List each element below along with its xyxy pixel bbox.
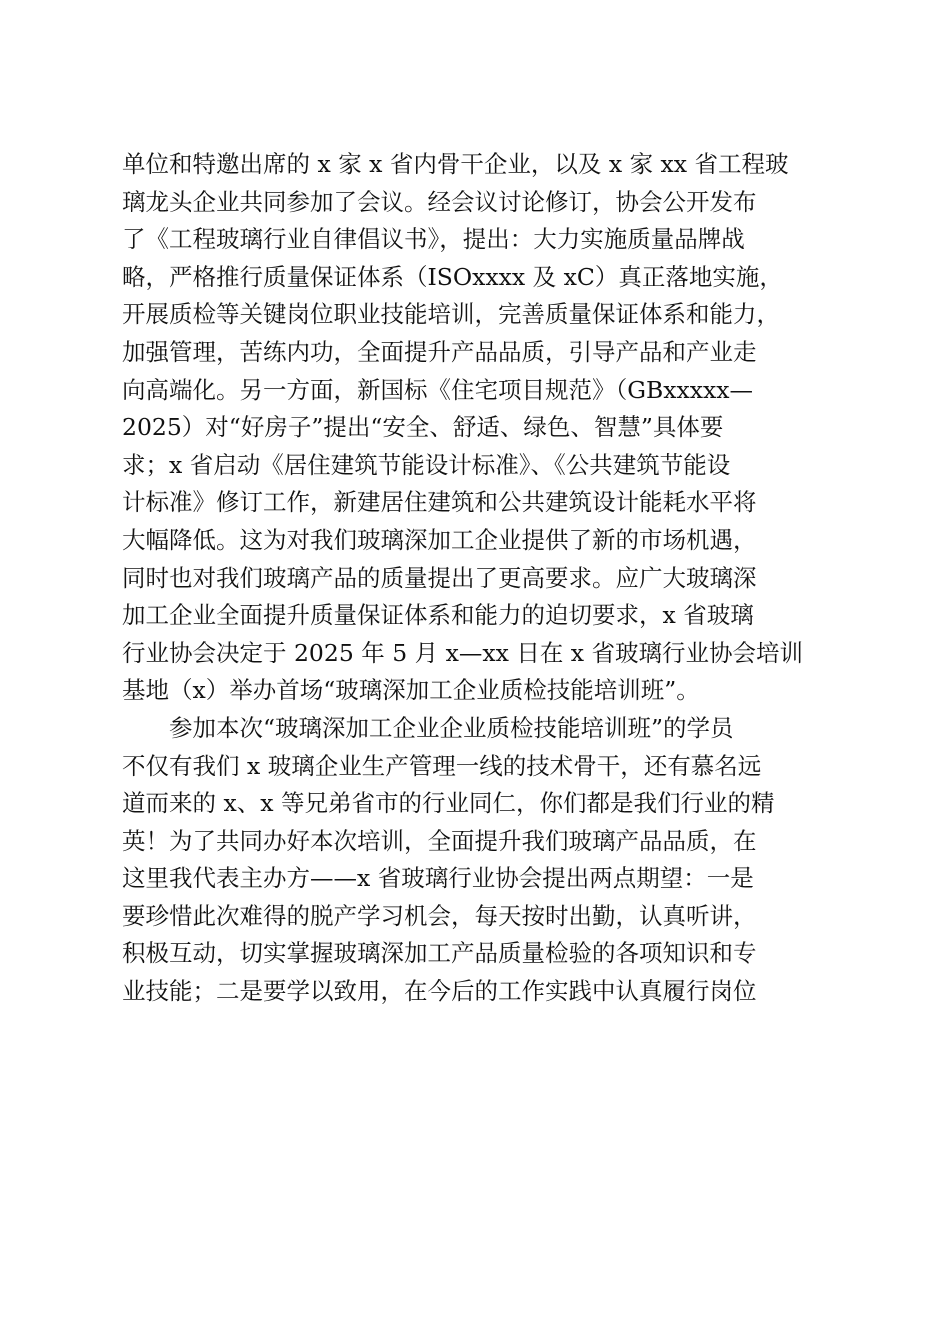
document-body — [122, 146, 832, 1011]
text-line: 要珍惜此次难得的脱产学习机会，每天按时出勤，认真听讲， — [122, 901, 757, 930]
text-line: 略，严格推行质量保证体系（ISOxxxx 及 xC）真正落地实施， — [122, 262, 783, 291]
text-line: 道而来的 x、x 等兄弟省市的行业同仁，你们都是我们行业的精 — [122, 789, 775, 818]
paragraph-2 — [122, 710, 832, 1011]
text-line: 加强管理，苦练内功，全面提升产品品质，引导产品和产业走 — [122, 337, 757, 366]
text-line: 璃龙头企业共同参加了会议。经会议讨论修订，协会公开发布 — [122, 187, 757, 216]
text-line: 单位和特邀出席的 x 家 x 省内骨干企业，以及 x 家 xx 省工程玻 — [122, 150, 789, 178]
text-line: 行业协会决定于 2025 年 5 月 x—xx 日在 x 省玻璃行业协会培训 — [122, 638, 804, 667]
text-line: 不仅有我们 x 玻璃企业生产管理一线的技术骨干，还有慕名远 — [122, 751, 762, 780]
text-line: 计标准》修订工作，新建居住建筑和公共建筑设计能耗水平将 — [122, 488, 757, 517]
text-line: 加工企业全面提升质量保证体系和能力的迫切要求，x 省玻璃 — [122, 601, 754, 630]
text-line: 业技能；二是要学以致用，在今后的工作实践中认真履行岗位 — [122, 977, 757, 1006]
text-line: 2025）对“好房子”提出“安全、舒适、绿色、智慧”具体要 — [122, 413, 724, 442]
text-line: 积极互动，切实掌握玻璃深加工产品质量检验的各项知识和专 — [122, 939, 757, 968]
text-line: 这里我代表主办方——x 省玻璃行业协会提出两点期望：一是 — [122, 864, 754, 893]
paragraph-1 — [122, 146, 832, 710]
text-line: 基地（x）举办首场“玻璃深加工企业质检技能培训班”。 — [122, 676, 700, 705]
text-line: 向高端化。另一方面，新国标《住宅项目规范》（GBxxxxx— — [122, 375, 754, 404]
text-line: 开展质检等关键岗位职业技能培训，完善质量保证体系和能力， — [122, 300, 780, 329]
text-line: 求；x 省启动《居住建筑节能设计标准》、《公共建筑节能设 — [122, 450, 731, 479]
text-line: 同时也对我们玻璃产品的质量提出了更高要求。应广大玻璃深 — [122, 563, 757, 592]
text-line: 大幅降低。这为对我们玻璃深加工企业提供了新的市场机遇， — [122, 525, 757, 554]
text-line: 了《工程玻璃行业自律倡议书》，提出：大力实施质量品牌战 — [122, 225, 745, 254]
text-line: 英！为了共同办好本次培训，全面提升我们玻璃产品品质，在 — [122, 826, 757, 855]
text-line: 参加本次“玻璃深加工企业企业质检技能培训班”的学员 — [169, 713, 734, 742]
